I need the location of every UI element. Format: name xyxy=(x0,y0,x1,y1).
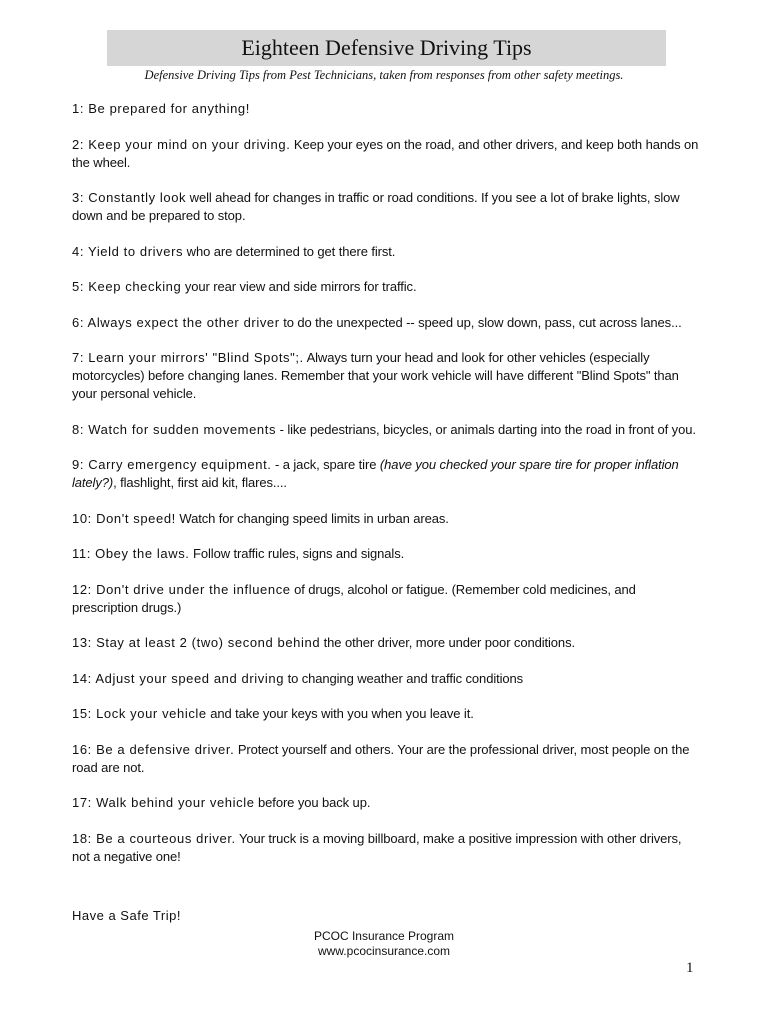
tip-item xyxy=(72,349,702,403)
tip-item xyxy=(72,243,702,261)
tip-item xyxy=(72,189,702,225)
tip-lead: Watch for sudden movements xyxy=(88,421,277,437)
tip-number: 4: xyxy=(72,243,89,259)
tip-number: 3: xyxy=(72,190,89,205)
tip-number: 8: xyxy=(72,421,89,437)
tip-body: well ahead for changes in traffic or road conditions. If you see a lot of brake lights, slow down and be prepared to stop. xyxy=(72,190,680,223)
tip-number: 5: xyxy=(72,279,89,294)
tip-body: Protect yourself and others. Your are the professional driver, most people on the road are not. xyxy=(72,741,690,775)
tip-body: to do the unexpected -- speed up, slow down, pass, cut across lanes... xyxy=(279,314,682,330)
tip-body: who are determined to get there first. xyxy=(183,243,396,259)
tip-body: - like pedestrians, bicycles, or animals darting into the road in front of you. xyxy=(276,421,696,437)
tip-lead: Keep checking xyxy=(88,279,182,294)
tip-item xyxy=(72,278,702,296)
page-subtitle: Defensive Driving Tips from Pest Technicians, taken from responses from other safety meetings. xyxy=(144,68,624,82)
tip-number: 16: xyxy=(72,741,97,757)
tip-number: 9: xyxy=(72,457,89,472)
tip-item xyxy=(72,794,702,812)
tip-lead: Learn your mirrors' "Blind Spots";. xyxy=(88,350,304,365)
tip-body: Watch for changing speed limits in urban areas. xyxy=(175,510,449,526)
tip-item xyxy=(72,314,702,332)
tip-number: 17: xyxy=(72,795,97,810)
tip-item xyxy=(72,456,702,492)
tip-italic-note: (have you checked your spare tire for proper inflation lately?) xyxy=(72,457,679,490)
tip-lead: Don't drive under the influence xyxy=(96,581,291,597)
tip-body: to changing weather and traffic conditions xyxy=(284,670,524,686)
page-number: 1 xyxy=(686,960,694,976)
tip-number: 10: xyxy=(72,510,97,526)
tip-lead: Don't speed! xyxy=(96,510,176,526)
tip-item xyxy=(72,545,702,563)
footer-program-name: PCOC Insurance Program xyxy=(313,929,455,943)
tip-number: 2: xyxy=(72,136,89,152)
tip-body: and take your keys with you when you leave it. xyxy=(206,706,474,721)
tip-lead: Be a courteous driver. xyxy=(96,830,236,846)
tip-item xyxy=(72,741,702,777)
tip-body: the other driver, more under poor conditions. xyxy=(320,635,575,650)
tip-tail: , flashlight, first aid kit, flares.... xyxy=(113,475,287,490)
tip-number: 15: xyxy=(72,706,97,721)
tip-item xyxy=(72,510,702,528)
tip-lead: Keep your mind on your driving. xyxy=(88,136,291,152)
tip-number: 1: xyxy=(72,101,89,116)
tip-item xyxy=(72,421,702,439)
tip-number: 12: xyxy=(72,581,97,597)
tip-body: Always turn your head and look for other vehicles (especially motorcycles) before changing lanes. Remember that your work vehicle will have different "Blind Spots" than your personal vehicle. xyxy=(72,350,679,401)
tip-number: 18: xyxy=(72,830,97,846)
footer-website: www.pcocinsurance.com xyxy=(317,944,451,958)
tip-item xyxy=(72,670,702,688)
tip-body: before you back up. xyxy=(254,795,371,810)
tip-body: - a jack, spare tire xyxy=(271,457,380,472)
tip-body: of drugs, alcohol or fatigue. (Remember cold medicines, and prescription drugs.) xyxy=(72,581,636,615)
tip-lead: Lock your vehicle xyxy=(96,706,207,721)
tip-lead: Stay at least 2 (two) second behind xyxy=(96,635,321,650)
tip-lead: Carry emergency equipment. xyxy=(88,457,272,472)
tip-number: 6: xyxy=(72,314,88,330)
tip-item xyxy=(72,830,702,866)
tip-item xyxy=(72,100,702,118)
tip-item xyxy=(72,634,702,652)
closing-line: Have a Safe Trip! xyxy=(72,908,181,923)
tip-lead: Walk behind your vehicle xyxy=(96,795,255,810)
tip-lead: Always expect the other driver xyxy=(87,314,280,330)
tip-number: 14: xyxy=(72,670,96,686)
tip-body: Keep your eyes on the road, and other drivers, and keep both hands on the wheel. xyxy=(72,136,699,170)
tips-list xyxy=(72,100,702,883)
page-title: Eighteen Defensive Driving Tips xyxy=(241,35,532,60)
tip-number: 13: xyxy=(72,635,97,650)
tip-lead: Adjust your speed and driving xyxy=(95,670,285,686)
tip-lead: Constantly look xyxy=(88,190,187,205)
tip-item xyxy=(72,136,702,172)
tip-body: Follow traffic rules, signs and signals. xyxy=(189,546,405,561)
tip-item xyxy=(72,705,702,723)
tip-lead: Obey the laws. xyxy=(95,546,190,561)
title-bar xyxy=(107,30,666,66)
tip-body: your rear view and side mirrors for traffic. xyxy=(181,279,417,294)
tip-body: Your truck is a moving billboard, make a positive impression with other drivers, not a negative one! xyxy=(72,830,682,864)
tip-item xyxy=(72,581,702,617)
tip-lead: Be prepared for anything! xyxy=(88,101,250,116)
tip-lead: Yield to drivers xyxy=(88,243,184,259)
tip-lead: Be a defensive driver. xyxy=(96,741,235,757)
tip-number: 7: xyxy=(72,350,89,365)
tip-number: 11: xyxy=(72,546,96,561)
footer xyxy=(0,929,768,959)
